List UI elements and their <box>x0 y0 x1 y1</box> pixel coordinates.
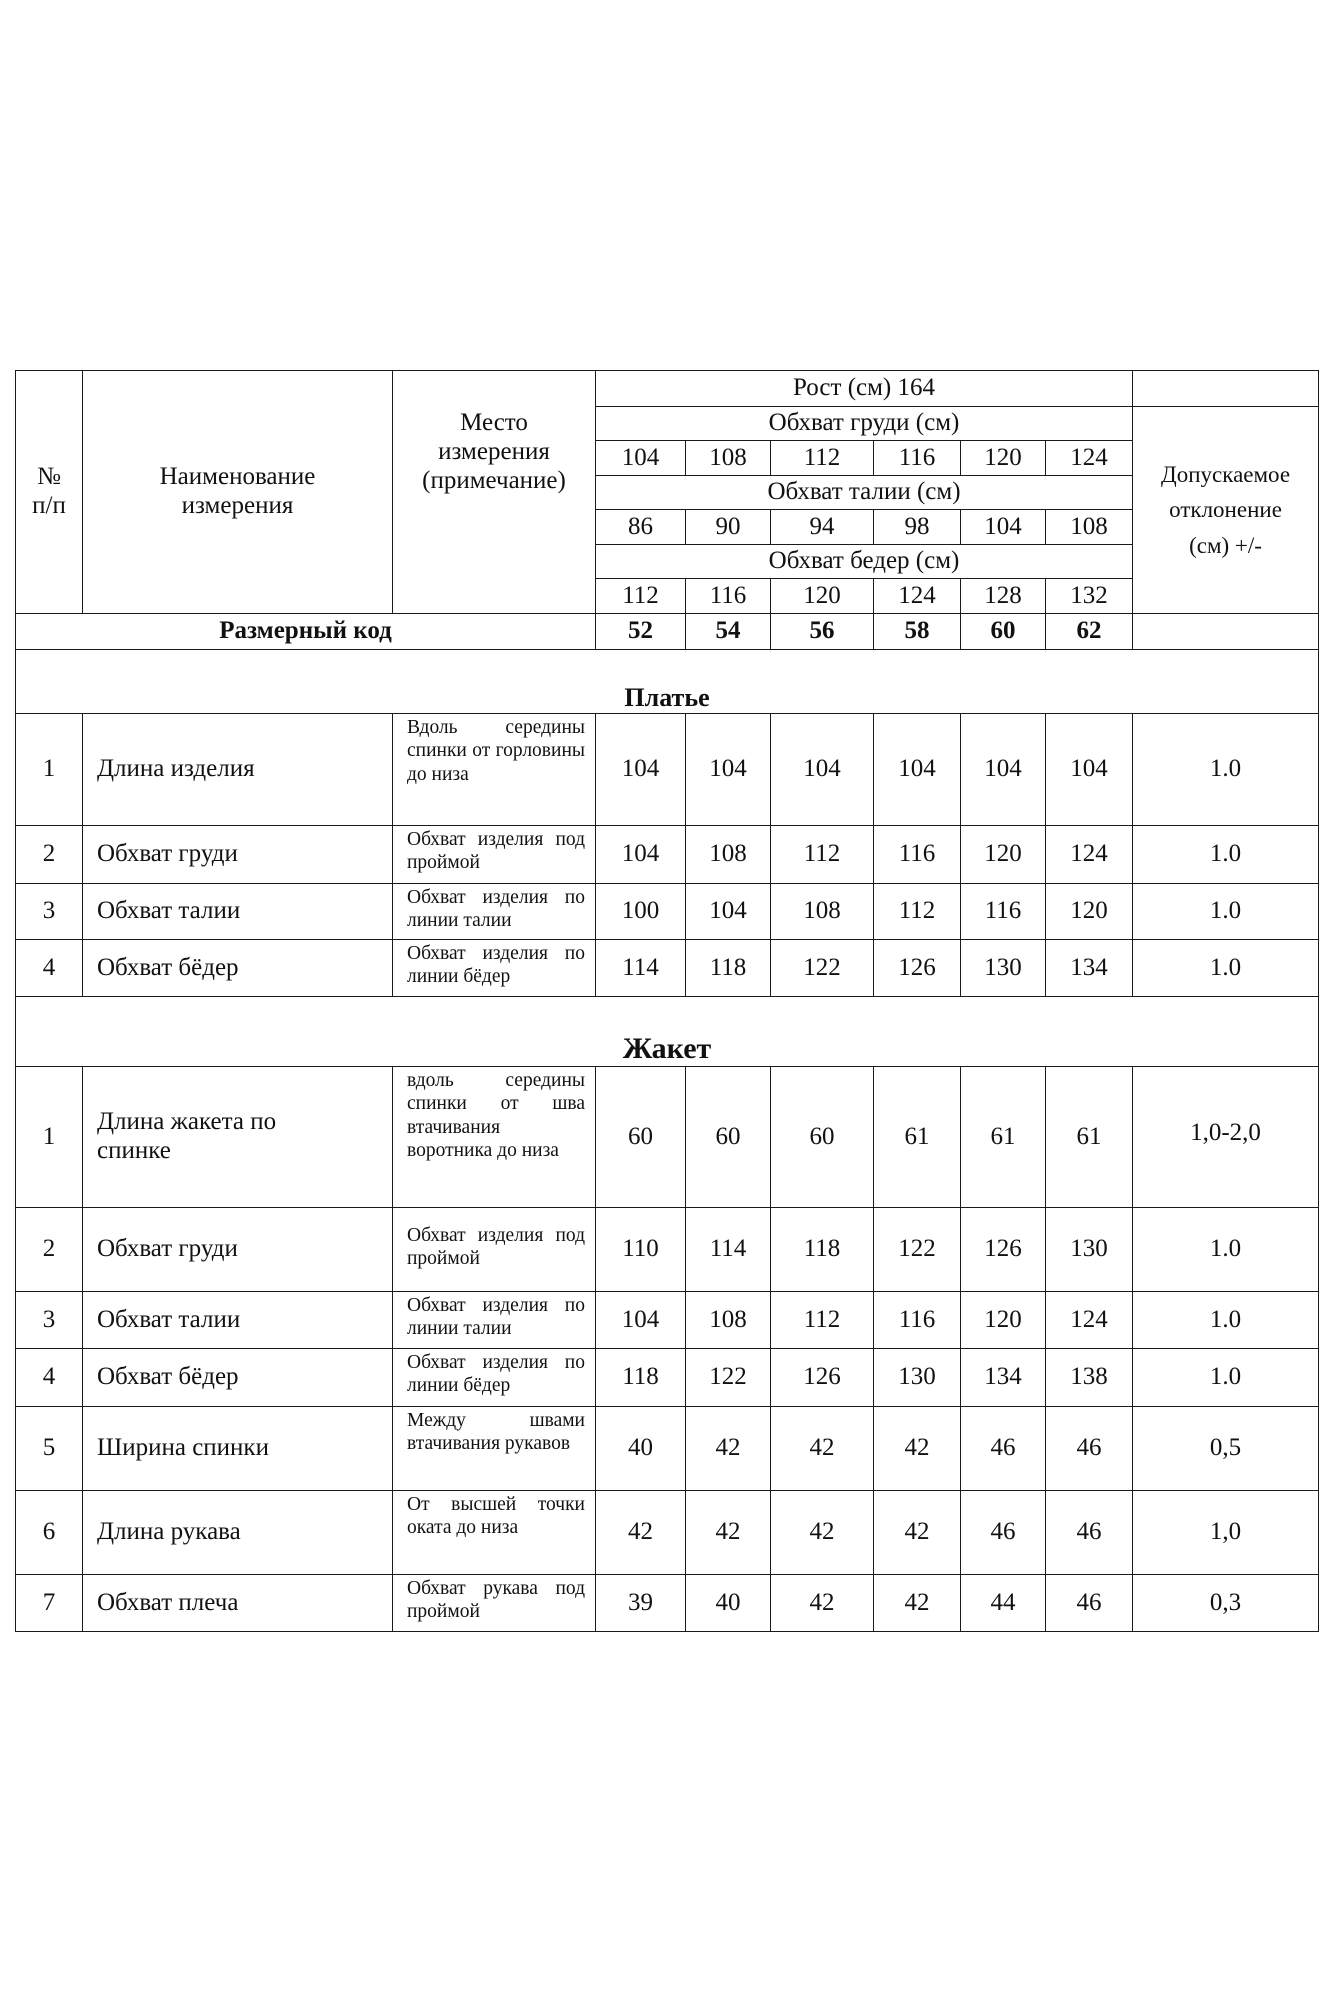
measurement-name: Обхват плеча <box>83 1575 393 1632</box>
size-value: 42 <box>874 1491 961 1575</box>
tolerance-value: 1.0 <box>1133 884 1319 940</box>
header-measurement-name: Наименование измерения <box>83 371 393 614</box>
tolerance-value: 1.0 <box>1133 1349 1319 1407</box>
header-tolerance: Допускаемое отклонение (см) +/- <box>1133 407 1319 614</box>
size-value: 104 <box>686 714 771 826</box>
section-title-dress: Платье <box>16 650 1319 714</box>
size-value: 108 <box>686 1292 771 1349</box>
size-value: 116 <box>874 1292 961 1349</box>
size-value: 112 <box>771 826 874 884</box>
chest-value: 124 <box>1046 441 1133 476</box>
measurement-place: Вдоль середины спинки от горловины до низа <box>393 714 596 826</box>
hips-value: 120 <box>771 579 874 614</box>
size-value: 104 <box>771 714 874 826</box>
measurement-name: Обхват талии <box>83 1292 393 1349</box>
table-row <box>16 714 1319 826</box>
measurement-name: Обхват бёдер <box>83 1349 393 1407</box>
waist-value: 104 <box>961 510 1046 545</box>
hips-value: 124 <box>874 579 961 614</box>
size-value: 118 <box>596 1349 686 1407</box>
size-value: 130 <box>1046 1208 1133 1292</box>
row-number: 6 <box>16 1491 83 1575</box>
row-number: 4 <box>16 940 83 997</box>
tolerance-value: 1.0 <box>1133 1292 1319 1349</box>
chest-value: 116 <box>874 441 961 476</box>
size-value: 116 <box>961 884 1046 940</box>
header-hips-label: Обхват бедер (см) <box>596 545 1133 579</box>
waist-value: 98 <box>874 510 961 545</box>
measurement-place: вдоль середины спинки от шва втачивания воротника до низа <box>393 1067 596 1208</box>
hips-value: 128 <box>961 579 1046 614</box>
measurement-name: Длина рукава <box>83 1491 393 1575</box>
size-value: 104 <box>961 714 1046 826</box>
size-value: 104 <box>596 714 686 826</box>
table-row <box>16 1491 1319 1575</box>
tolerance-value: 0,5 <box>1133 1407 1319 1491</box>
size-value: 46 <box>1046 1407 1133 1491</box>
size-code-value: 62 <box>1046 614 1133 650</box>
size-value: 42 <box>874 1407 961 1491</box>
size-value: 120 <box>1046 884 1133 940</box>
size-value: 104 <box>596 1292 686 1349</box>
measurement-place: Обхват изделия по линии талии <box>393 884 596 940</box>
hips-value: 112 <box>596 579 686 614</box>
size-value: 44 <box>961 1575 1046 1632</box>
tolerance-value: 1,0 <box>1133 1491 1319 1575</box>
size-code-value: 60 <box>961 614 1046 650</box>
size-value: 134 <box>1046 940 1133 997</box>
size-value: 126 <box>874 940 961 997</box>
size-value: 104 <box>686 884 771 940</box>
size-value: 126 <box>771 1349 874 1407</box>
chest-value: 104 <box>596 441 686 476</box>
table-row <box>16 1292 1319 1349</box>
size-value: 126 <box>961 1208 1046 1292</box>
size-value: 118 <box>686 940 771 997</box>
size-code-value: 54 <box>686 614 771 650</box>
size-value: 122 <box>771 940 874 997</box>
size-value: 61 <box>961 1067 1046 1208</box>
table-row <box>16 1067 1319 1208</box>
row-number: 3 <box>16 884 83 940</box>
size-value: 60 <box>596 1067 686 1208</box>
size-value: 134 <box>961 1349 1046 1407</box>
tolerance-value: 1,0-2,0 <box>1133 1067 1319 1208</box>
size-value: 60 <box>686 1067 771 1208</box>
row-number: 3 <box>16 1292 83 1349</box>
measurement-name: Обхват талии <box>83 884 393 940</box>
tolerance-value: 0,3 <box>1133 1575 1319 1632</box>
measurement-name: Обхват бёдер <box>83 940 393 997</box>
size-value: 100 <box>596 884 686 940</box>
size-value: 130 <box>874 1349 961 1407</box>
table-row <box>16 1349 1319 1407</box>
hips-value: 132 <box>1046 579 1133 614</box>
size-value: 42 <box>596 1491 686 1575</box>
chest-value: 108 <box>686 441 771 476</box>
size-chart-table <box>15 370 1319 1632</box>
row-number: 2 <box>16 826 83 884</box>
size-value: 122 <box>874 1208 961 1292</box>
size-value: 46 <box>1046 1491 1133 1575</box>
tolerance-value: 1.0 <box>1133 826 1319 884</box>
hips-value: 116 <box>686 579 771 614</box>
tolerance-value: 1.0 <box>1133 714 1319 826</box>
size-code-label: Размерный код <box>16 614 596 650</box>
tolerance-value: 1.0 <box>1133 940 1319 997</box>
measurement-place: От высшей точки оката до низа <box>393 1491 596 1575</box>
header-number: № п/п <box>16 371 83 614</box>
size-value: 112 <box>771 1292 874 1349</box>
header-measurement-place: Место измерения (примечание) <box>393 371 596 614</box>
size-value: 118 <box>771 1208 874 1292</box>
measurement-place: Обхват изделия по линии бёдер <box>393 1349 596 1407</box>
size-code-value: 56 <box>771 614 874 650</box>
size-code-blank <box>1133 614 1319 650</box>
size-value: 120 <box>961 826 1046 884</box>
measurement-name: Длина изделия <box>83 714 393 826</box>
size-value: 124 <box>1046 826 1133 884</box>
table-row <box>16 1575 1319 1632</box>
measurement-place: Обхват изделия под проймой <box>393 1208 596 1292</box>
row-number: 5 <box>16 1407 83 1491</box>
measurement-name: Длина жакета по спинке <box>83 1067 393 1208</box>
size-value: 114 <box>596 940 686 997</box>
size-value: 108 <box>686 826 771 884</box>
size-value: 42 <box>874 1575 961 1632</box>
waist-value: 94 <box>771 510 874 545</box>
size-value: 104 <box>874 714 961 826</box>
table-row <box>16 1407 1319 1491</box>
size-value: 42 <box>771 1491 874 1575</box>
size-value: 40 <box>686 1575 771 1632</box>
chest-value: 112 <box>771 441 874 476</box>
measurement-place: Обхват изделия под проймой <box>393 826 596 884</box>
size-value: 42 <box>771 1575 874 1632</box>
section-title-jacket: Жакет <box>16 997 1319 1067</box>
table-row <box>16 826 1319 884</box>
waist-value: 86 <box>596 510 686 545</box>
waist-value: 108 <box>1046 510 1133 545</box>
row-number: 1 <box>16 1067 83 1208</box>
header-height: Рост (см) 164 <box>596 371 1133 407</box>
header-waist-label: Обхват талии (см) <box>596 476 1133 510</box>
row-number: 7 <box>16 1575 83 1632</box>
size-value: 42 <box>686 1407 771 1491</box>
size-code-value: 52 <box>596 614 686 650</box>
size-value: 61 <box>874 1067 961 1208</box>
header-blank-cell <box>1133 371 1319 407</box>
waist-value: 90 <box>686 510 771 545</box>
row-number: 2 <box>16 1208 83 1292</box>
size-value: 112 <box>874 884 961 940</box>
size-value: 108 <box>771 884 874 940</box>
size-value: 104 <box>1046 714 1133 826</box>
tolerance-value: 1.0 <box>1133 1208 1319 1292</box>
size-value: 42 <box>686 1491 771 1575</box>
row-number: 4 <box>16 1349 83 1407</box>
size-value: 124 <box>1046 1292 1133 1349</box>
size-code-value: 58 <box>874 614 961 650</box>
measurement-place: Обхват изделия по линии бёдер <box>393 940 596 997</box>
size-code-row <box>16 614 1319 650</box>
measurement-place: Обхват изделия по линии талии <box>393 1292 596 1349</box>
size-value: 46 <box>961 1491 1046 1575</box>
table-row <box>16 884 1319 940</box>
measurement-name: Обхват груди <box>83 826 393 884</box>
measurement-place: Между швами втачивания рукавов <box>393 1407 596 1491</box>
size-value: 60 <box>771 1067 874 1208</box>
row-number: 1 <box>16 714 83 826</box>
measurement-name: Обхват груди <box>83 1208 393 1292</box>
size-value: 104 <box>596 826 686 884</box>
size-value: 40 <box>596 1407 686 1491</box>
size-value: 39 <box>596 1575 686 1632</box>
size-value: 61 <box>1046 1067 1133 1208</box>
size-value: 116 <box>874 826 961 884</box>
table-row <box>16 940 1319 997</box>
measurement-place: Обхват рукава под проймой <box>393 1575 596 1632</box>
measurement-name: Ширина спинки <box>83 1407 393 1491</box>
size-value: 120 <box>961 1292 1046 1349</box>
size-value: 114 <box>686 1208 771 1292</box>
size-value: 122 <box>686 1349 771 1407</box>
table-row <box>16 1208 1319 1292</box>
size-value: 42 <box>771 1407 874 1491</box>
size-value: 130 <box>961 940 1046 997</box>
size-value: 110 <box>596 1208 686 1292</box>
size-value: 138 <box>1046 1349 1133 1407</box>
size-value: 46 <box>1046 1575 1133 1632</box>
size-value: 46 <box>961 1407 1046 1491</box>
chest-value: 120 <box>961 441 1046 476</box>
header-chest-label: Обхват груди (см) <box>596 407 1133 441</box>
